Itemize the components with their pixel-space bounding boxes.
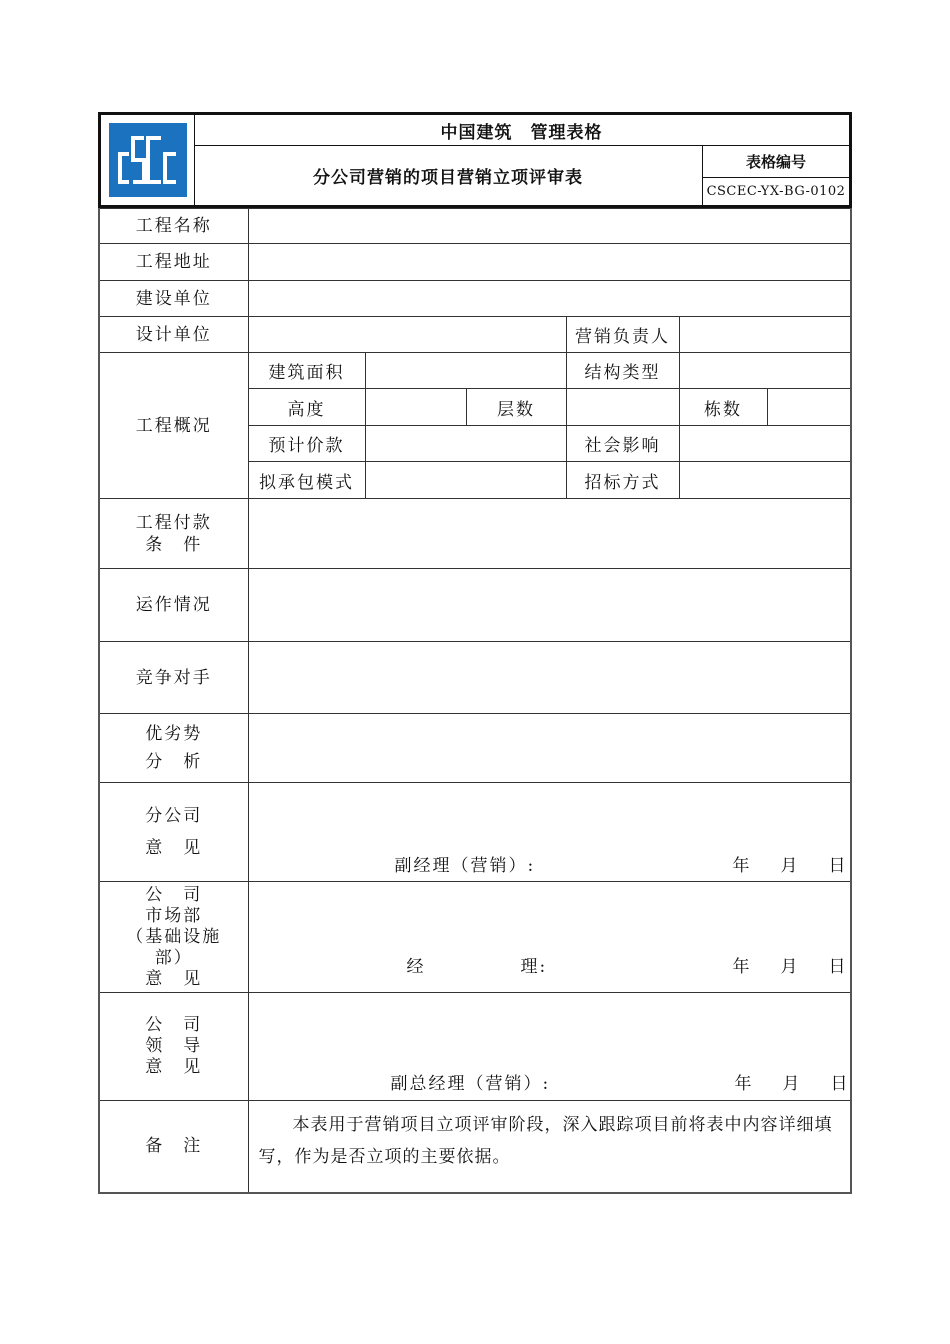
market-month-label: 月 <box>780 957 800 977</box>
structure-type-label: 结构类型 <box>566 353 679 389</box>
market-opinion-line5: 意 见 <box>145 968 203 989</box>
floors-label: 层数 <box>466 389 566 426</box>
row-market-opinion <box>99 882 851 993</box>
estimated-price-label: 预计价款 <box>248 426 365 462</box>
leader-opinion-line3: 意 见 <box>145 1057 203 1077</box>
contract-mode-label: 拟承包模式 <box>248 462 365 499</box>
contract-mode-field[interactable] <box>365 462 566 499</box>
design-unit-label: 设计单位 <box>99 317 248 353</box>
building-area-label: 建筑面积 <box>248 353 365 389</box>
payment-terms-label-line1: 工程付款 <box>135 512 212 533</box>
form-table <box>98 208 852 1194</box>
competitors-field[interactable] <box>248 642 851 714</box>
row-design-unit <box>99 317 851 353</box>
design-unit-field[interactable] <box>248 317 566 353</box>
buildings-field[interactable] <box>767 389 851 426</box>
row-operation <box>99 569 851 642</box>
company-suffix: 管理表格 <box>530 122 603 143</box>
swot-label <box>99 714 248 783</box>
remarks-field <box>248 1101 851 1193</box>
marketing-head-field[interactable] <box>679 317 851 353</box>
market-opinion-line1: 公 司 <box>145 884 203 905</box>
market-opinion-line3: （基础设施 <box>126 926 222 947</box>
row-swot <box>99 714 851 783</box>
row-project-name <box>99 209 851 244</box>
swot-label-line1: 优劣势 <box>145 724 203 744</box>
overview-label: 工程概况 <box>99 353 248 499</box>
payment-terms-field[interactable] <box>248 499 851 569</box>
building-area-field[interactable] <box>365 353 566 389</box>
leader-opinion-line2: 领 导 <box>145 1036 203 1056</box>
form-title: 分公司营销的项目营销立项评审表 <box>194 146 703 205</box>
company-text: 中国建筑 <box>440 122 513 143</box>
bidding-method-field[interactable] <box>679 462 851 499</box>
project-name-field[interactable] <box>248 209 851 244</box>
cscec-logo-icon <box>109 123 187 197</box>
branch-year-label: 年 <box>732 856 752 876</box>
leader-year-label: 年 <box>734 1074 754 1094</box>
buildings-label: 栋数 <box>679 389 767 426</box>
branch-day-label: 日 <box>828 856 848 876</box>
project-address-label: 工程地址 <box>99 244 248 281</box>
swot-field[interactable] <box>248 714 851 783</box>
leader-opinion-field[interactable] <box>248 993 851 1101</box>
branch-opinion-label <box>99 783 248 882</box>
social-impact-field[interactable] <box>679 426 851 462</box>
branch-opinion-line1: 分公司 <box>145 806 203 826</box>
remarks-label: 备 注 <box>99 1101 248 1193</box>
market-opinion-field[interactable] <box>248 882 851 993</box>
competitors-label: 竞争对手 <box>99 642 248 714</box>
height-field[interactable] <box>365 389 466 426</box>
project-name-label: 工程名称 <box>99 209 248 244</box>
form-code-label: 表格编号 <box>703 146 849 178</box>
construction-unit-label: 建设单位 <box>99 281 248 317</box>
row-building-area <box>99 353 851 389</box>
cscec-logo-mark <box>117 134 179 186</box>
operation-label: 运作情况 <box>99 569 248 642</box>
market-opinion-label <box>99 882 248 993</box>
bidding-method-label: 招标方式 <box>566 462 679 499</box>
leader-signer-label: 副总经理（营销）: <box>390 1074 551 1094</box>
market-signer-b: 理: <box>520 957 548 977</box>
floors-field[interactable] <box>566 389 679 426</box>
market-signer-a: 经 <box>406 957 426 977</box>
payment-terms-label <box>99 499 248 569</box>
form-code-value: CSCEC-YX-BG-0102 <box>706 184 846 199</box>
row-construction-unit <box>99 281 851 317</box>
project-address-field[interactable] <box>248 244 851 281</box>
leader-opinion-line1: 公 司 <box>145 1015 203 1035</box>
height-label: 高度 <box>248 389 365 426</box>
market-opinion-line4: 部） <box>154 947 193 968</box>
leader-day-label: 日 <box>830 1074 850 1094</box>
row-payment-terms <box>99 499 851 569</box>
construction-unit-field[interactable] <box>248 281 851 317</box>
remarks-text: 本表用于营销项目立项评审阶段，深入跟踪项目前将表中内容详细填写，作为是否立项的主要依据。 <box>258 1115 833 1167</box>
branch-month-label: 月 <box>780 856 800 876</box>
row-competitors <box>99 642 851 714</box>
swot-label-line2: 分 析 <box>145 752 203 772</box>
row-remarks <box>99 1101 851 1193</box>
market-day-label: 日 <box>828 957 848 977</box>
market-opinion-line2: 市场部 <box>145 905 203 926</box>
payment-terms-label-line2: 条 件 <box>145 534 203 555</box>
row-project-address <box>99 244 851 281</box>
market-year-label: 年 <box>732 957 752 977</box>
branch-signer-label: 副经理（营销）: <box>394 856 536 876</box>
branch-opinion-field[interactable] <box>248 783 851 882</box>
logo-cell <box>101 115 195 205</box>
operation-field[interactable] <box>248 569 851 642</box>
structure-type-field[interactable] <box>679 353 851 389</box>
leader-opinion-label <box>99 993 248 1101</box>
marketing-head-label: 营销负责人 <box>566 317 679 353</box>
approval-form <box>98 112 852 1194</box>
branch-opinion-line2: 意 见 <box>145 838 203 858</box>
row-leader-opinion <box>99 993 851 1101</box>
estimated-price-field[interactable] <box>365 426 566 462</box>
social-impact-label: 社会影响 <box>566 426 679 462</box>
form-header <box>98 112 852 208</box>
leader-month-label: 月 <box>782 1074 802 1094</box>
company-name <box>194 115 849 146</box>
row-branch-opinion <box>99 783 851 882</box>
